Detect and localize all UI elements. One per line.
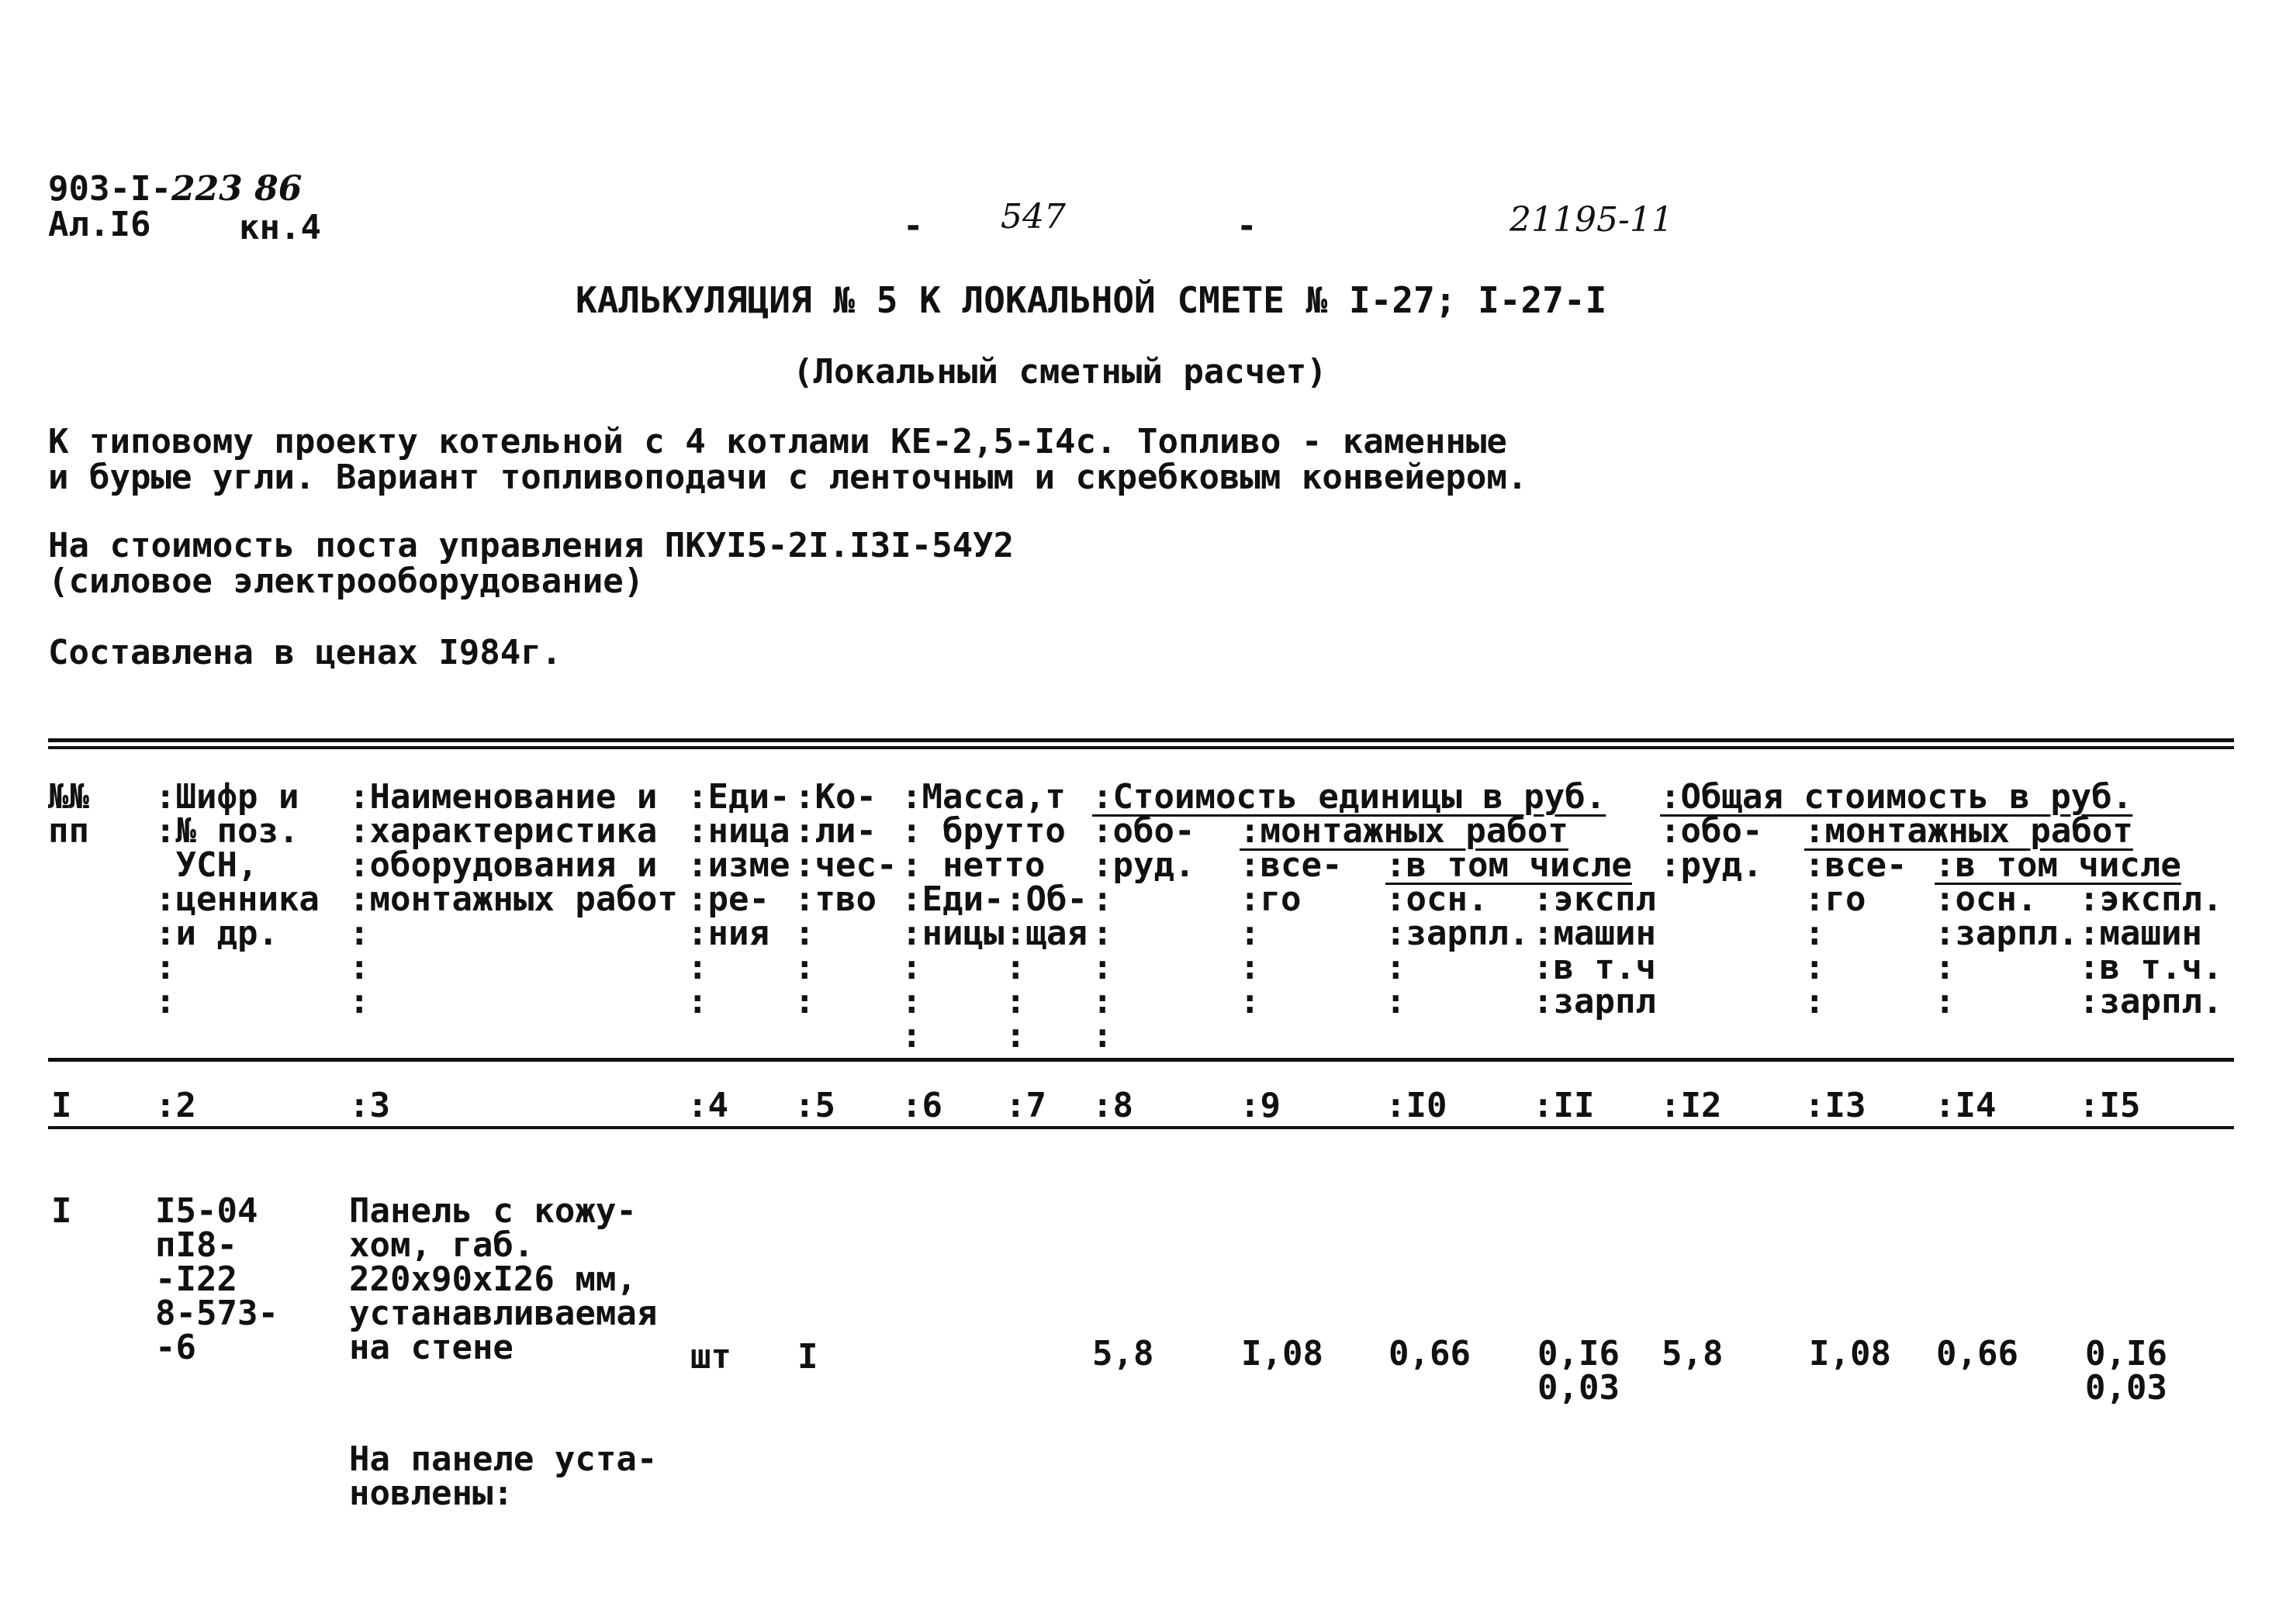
cost-line-2: (силовое электрооборудование) (48, 561, 645, 601)
row-unit-equipment: 5,8 (1092, 1334, 1154, 1373)
project-line-1: К типовому проекту котельной с 4 котлами КЕ-2,5-I4с. Топливо - каменные (48, 422, 1507, 461)
document-title: КАЛЬКУЛЯЦИЯ № 5 К ЛОКАЛЬНОЙ СМЕТЕ № I-27; I-27-I (576, 279, 1607, 321)
header-unit-cost-title (1092, 777, 1606, 817)
header-total-including (1935, 845, 2181, 885)
column-number: :5 (794, 1086, 835, 1125)
row-unit-wage: 0,66 (1388, 1334, 1471, 1373)
column-number: :I5 (2079, 1086, 2141, 1125)
header-unit-including (1385, 845, 1632, 885)
header-total-including-text: :в том числе (1935, 845, 2181, 885)
header-total-equipment: :обо- :руд. (1660, 811, 1763, 885)
panel-note: На панеле уста- новлены: (349, 1439, 658, 1513)
column-number: :4 (687, 1086, 728, 1125)
column-number: :II (1533, 1086, 1595, 1125)
row-code: I5-04 пI8- -I22 8-573- -6 (155, 1191, 278, 1367)
page-dash-right: - (1236, 206, 1257, 246)
column-number: :I0 (1385, 1086, 1447, 1125)
prices-line: Составлена в ценах I984г. (48, 633, 562, 672)
header-total-mounting (1804, 811, 2133, 851)
document-code-prefix: 903-I- (48, 169, 171, 209)
document-code (48, 169, 303, 209)
column-number-rule (48, 1126, 2234, 1129)
header-unit-cost-title-text: :Стоимость единицы в руб. (1092, 777, 1606, 817)
header-quantity: :Ко- :ли- :чес- :тво : : : (794, 777, 897, 1021)
cost-line-1: На стоимость поста управления ПКУI5-2I.I3I-54У2 (48, 526, 1015, 565)
row-total-equipment: 5,8 (1662, 1334, 1724, 1373)
header-unit: :Еди- :ница :изме :ре- :ния : : (687, 777, 790, 1021)
row-number: I (51, 1191, 72, 1231)
row-total-machines: 0,I6 0,03 (2085, 1334, 2167, 1408)
column-number: :8 (1092, 1086, 1133, 1125)
row-unit-machines: 0,I6 0,03 (1537, 1334, 1620, 1408)
header-total-cost-title-text: :Общая стоимость в руб. (1660, 777, 2133, 817)
header-total-mounting-text: :монтажных работ (1804, 811, 2133, 851)
page-number: 547 (1001, 197, 1066, 237)
book-label: кн.4 (239, 208, 321, 247)
column-number: :9 (1240, 1086, 1281, 1125)
column-number: :2 (155, 1086, 196, 1125)
document-code-handwritten: 223 86 (171, 169, 303, 209)
row-unit-total: I,08 (1241, 1334, 1323, 1373)
page-dash-left: - (903, 206, 924, 246)
header-unit-including-text: :в том числе (1385, 845, 1632, 885)
project-line-2: и бурые угли. Вариант топливоподачи с ленточным и скребковым конвейером. (48, 458, 1528, 497)
header-total-total: :все- :го : : : (1804, 845, 1907, 1021)
header-mass: :Масса,т (901, 777, 1066, 817)
column-number: :I3 (1804, 1086, 1866, 1125)
header-row-number: №№ пп (48, 777, 89, 851)
column-number: :6 (901, 1086, 942, 1125)
header-bottom-rule (48, 1058, 2234, 1062)
header-code: :Шифр и :№ поз. УСН, :ценника :и др. : : (155, 777, 320, 1021)
table-top-rule-2 (48, 746, 2234, 749)
row-name: Панель с кожу- хом, габ. 220х90хI26 мм, устанавливаемая на стене (349, 1191, 658, 1367)
header-unit-wage: :осн. :зарпл. : : (1385, 879, 1530, 1021)
inventory-number: 21195-11 (1510, 200, 1673, 240)
header-total-machines: :экспл. :машин :в т.ч. :зарпл. (2079, 879, 2223, 1021)
header-total-cost-title (1660, 777, 2133, 817)
column-number: :7 (1005, 1086, 1046, 1125)
column-number: I (51, 1086, 72, 1125)
row-total-total: I,08 (1809, 1334, 1891, 1373)
album-label: Ал.I6 (48, 205, 151, 244)
header-unit-equipment: :обо- :руд. : : : : : (1092, 811, 1195, 1056)
column-number: :I4 (1935, 1086, 1997, 1125)
column-number: :I2 (1660, 1086, 1722, 1125)
header-total-wage: :осн. :зарпл. : : (1935, 879, 2079, 1021)
header-unit-total: :все- :го : : : (1240, 845, 1343, 1021)
header-name: :Наименование и :характеристика :оборудования и :монтажных работ : : : (349, 777, 678, 1021)
header-mass-unit: :Еди- :ницы : : : (901, 879, 1005, 1056)
row-unit: шт (690, 1337, 731, 1377)
column-number: :3 (349, 1086, 390, 1125)
document-subtitle: (Локальный сметный расчет) (793, 352, 1327, 392)
header-unit-mounting (1240, 811, 1568, 851)
header-unit-mounting-text: :монтажных работ (1240, 811, 1568, 851)
row-total-wage: 0,66 (1936, 1334, 2018, 1373)
header-unit-machines: :экспл :машин :в т.ч :зарпл (1533, 879, 1656, 1021)
row-quantity: I (797, 1337, 818, 1377)
header-mass-total: :Об- :щая : : : (1005, 879, 1088, 1056)
header-mass-gross-net: : брутто : нетто (901, 811, 1066, 885)
table-top-rule (48, 738, 2234, 742)
